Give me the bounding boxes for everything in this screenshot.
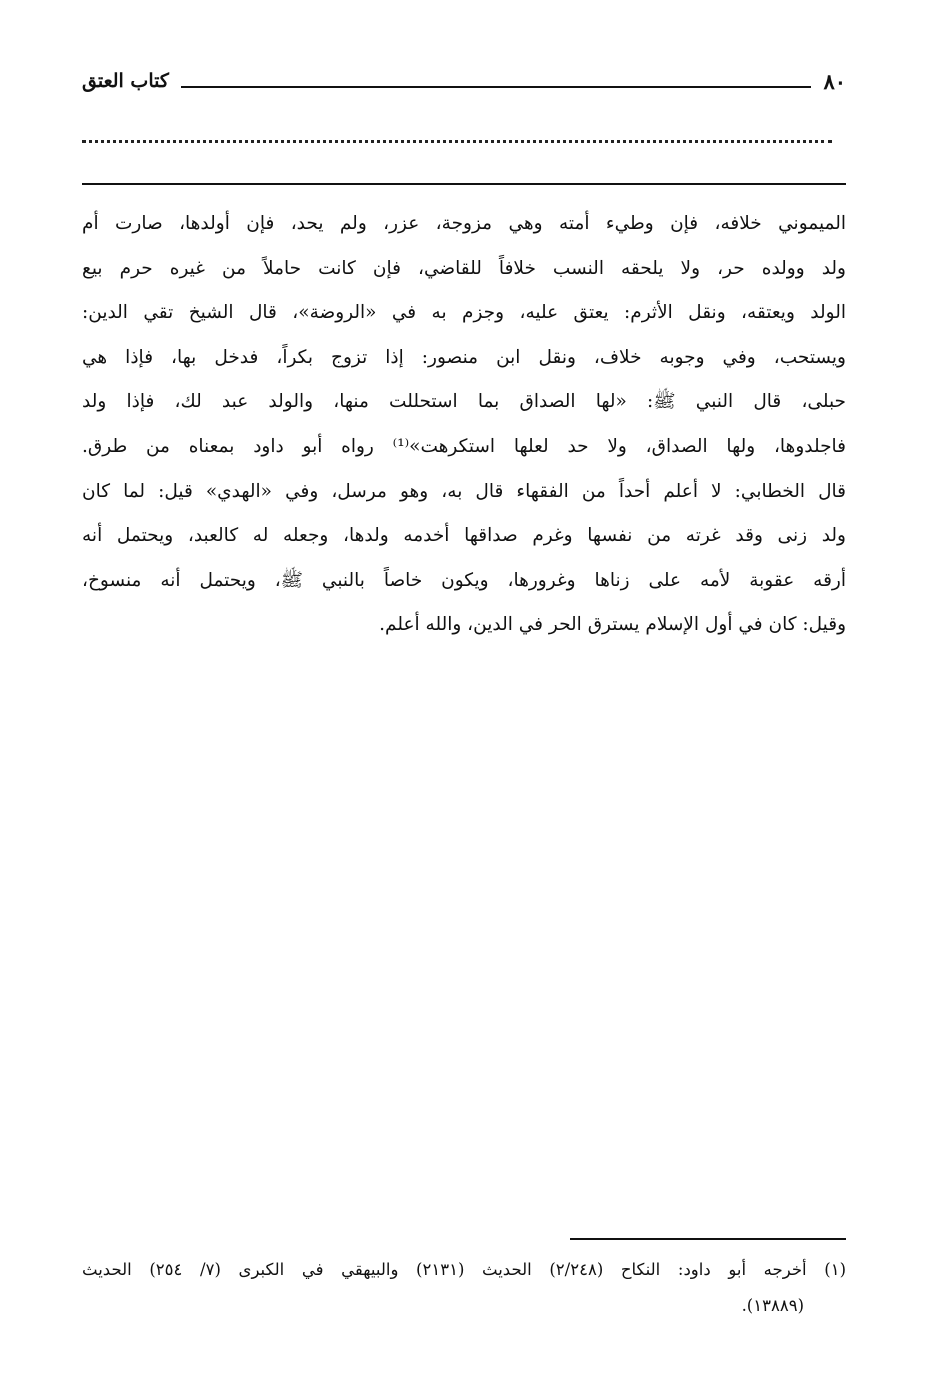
text-line-5: حبلى، قال النبي ﷺ: «لها الصداق بما استحللت منها، والولد عبد لك، فإذا ولد	[82, 391, 846, 413]
text-line-6: فاجلدوها، ولها الصداق، ولا حد لعلها استكرهت»⁽¹⁾ رواه أبو داود بمعناه من طرق.	[82, 435, 846, 457]
footnote	[82, 1252, 846, 1324]
text-line-4: ويستحب، وفي وجوبه خلاف، ونقل ابن منصور: إذا تزوج بكراً، فدخل بها، فإذا هي	[82, 346, 846, 368]
running-header	[82, 66, 846, 96]
main-text	[82, 202, 846, 648]
header-rule	[181, 86, 812, 88]
text-line-8: ولد زنى وقد غرته من نفسها وغرم صداقها أخدمه ولدها، وجعله له كالعبد، ويحتمل أنه	[82, 525, 846, 547]
book-title: كتاب العتق	[82, 70, 169, 92]
page-number: ٨٠	[823, 68, 846, 94]
text-line-9: أرقه عقوبة لأمه على زناها وغرورها، ويكون خاصاً بالنبي ﷺ، ويحتمل أنه منسوخ،	[82, 569, 846, 591]
footnote-rule	[570, 1238, 846, 1240]
text-line-1: الميموني خلافه، فإن وطيء أمته وهي مزوجة، عزر، ولم يحد، فإن أولدها، صارت أم	[82, 213, 846, 234]
text-line-7: قال الخطابي: لا أعلم أحداً من الفقهاء قال به، وهو مرسل، وفي «الهدي» قيل: لما كان	[82, 480, 846, 502]
footnote-line-2: (١٣٨٨٩).	[741, 1296, 804, 1315]
footnote-line-1: (١) أخرجه أبو داود: النكاح (٢/٢٤٨) الحديث (٢١٣١) والبيهقي في الكبرى (٧/ ٢٥٤) الحديث	[82, 1260, 846, 1279]
dotted-placeholder-line	[82, 140, 832, 143]
text-line-10: وقيل: كان في أول الإسلام يسترق الحر في الدين، والله أعلم.	[379, 614, 846, 636]
text-line-3: الولد ويعتقه، ونقل الأثرم: يعتق عليه، وجزم به في «الروضة»، قال الشيخ تقي الدين:	[82, 302, 846, 324]
text-separator-rule	[82, 183, 846, 185]
text-line-2: ولد وولده حر، ولا يلحقه النسب خلافاً للقاضي، فإن كانت حاملاً من غيره حرم بيع	[82, 257, 846, 279]
